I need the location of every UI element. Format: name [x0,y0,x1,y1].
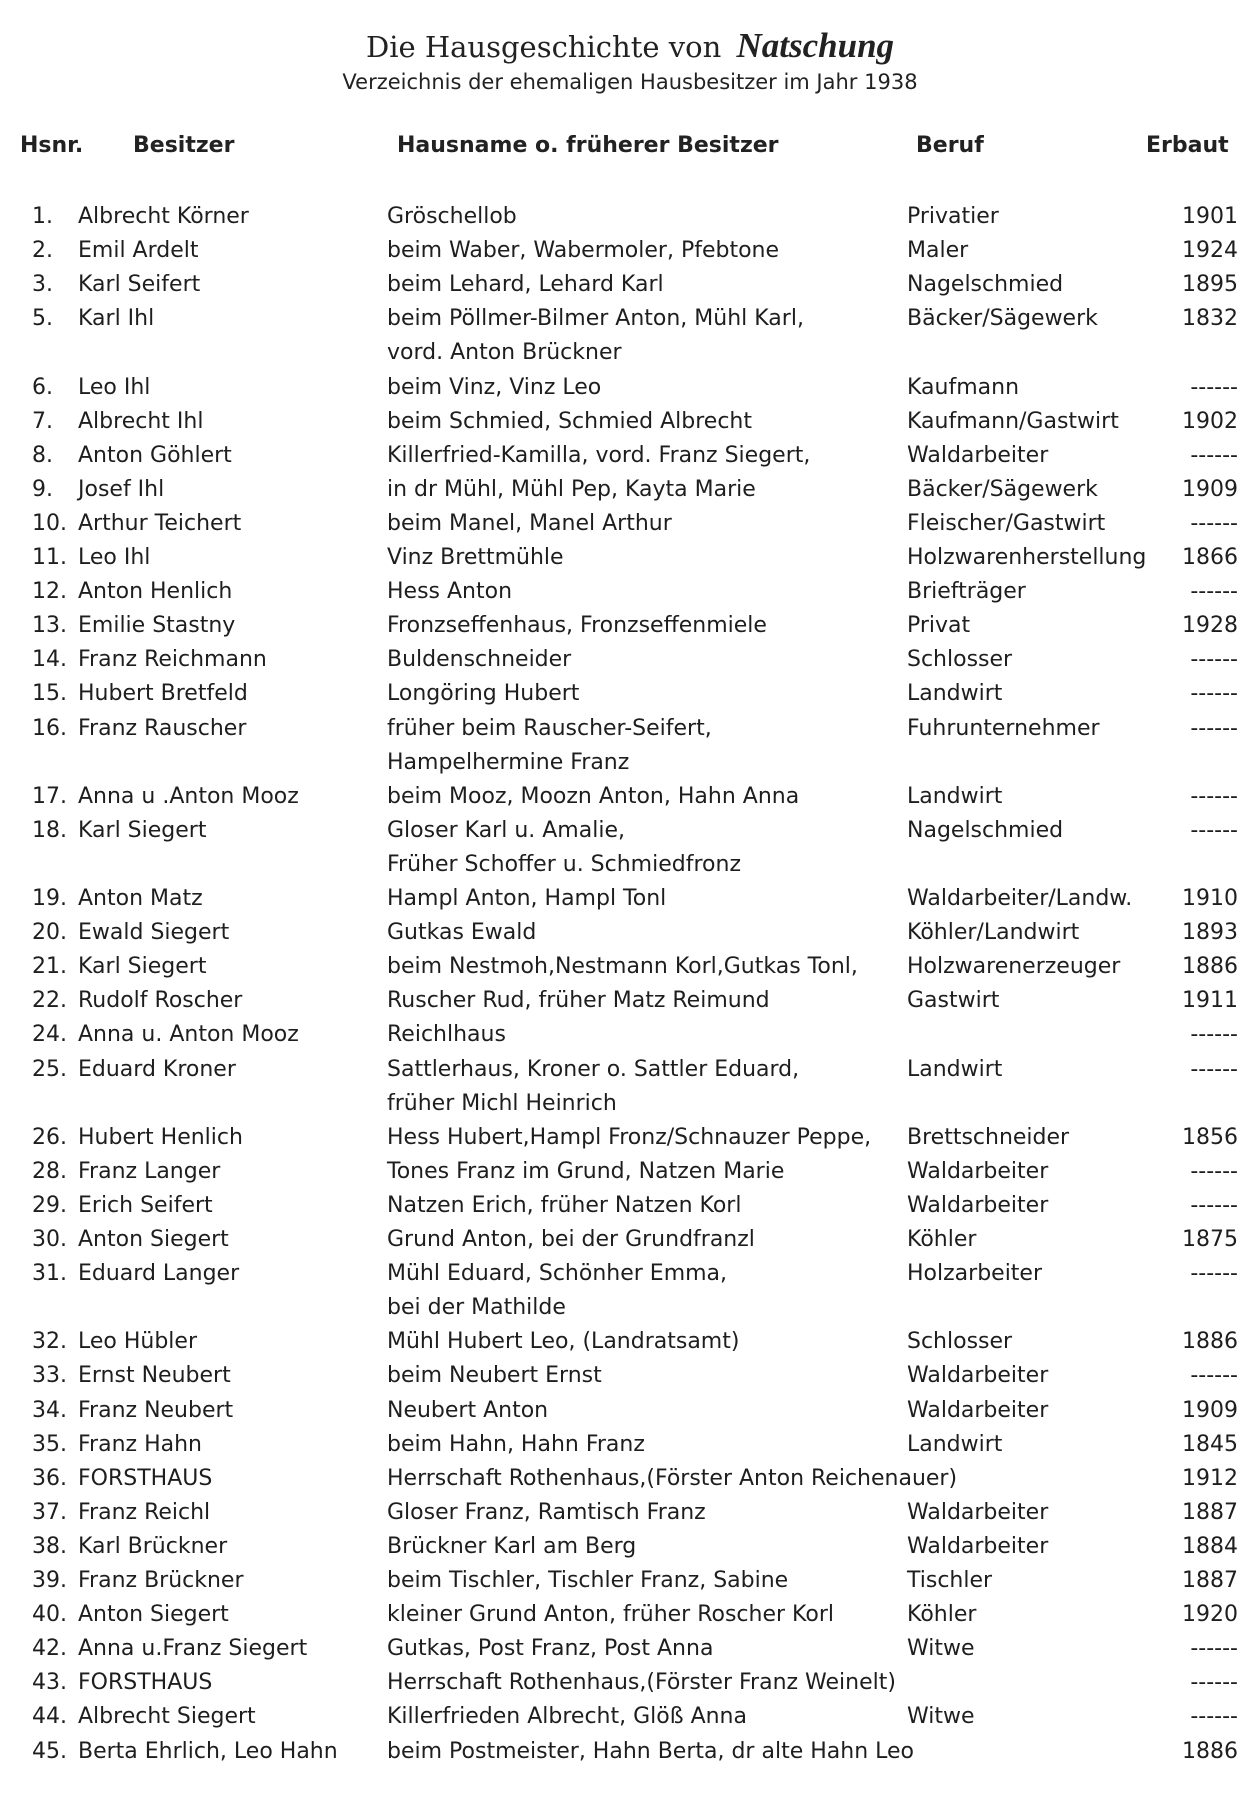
house-name-cell: Tones Franz im Grund, Natzen Marie [387,1158,785,1184]
table-row [0,1737,1260,1771]
house-name-cell: beim Hahn, Hahn Franz [387,1431,645,1457]
built-year-cell: 1895 [1182,272,1238,298]
owner-cell: Leo Ihl [78,374,151,400]
owner-cell: Anna u. Anton Mooz [78,1022,299,1048]
owner-cell: Emil Ardelt [78,238,199,264]
owner-cell: Franz Neubert [78,1397,234,1423]
built-year-cell: ------ [1190,1158,1238,1184]
house-name-continuation: Früher Schoffer u. Schmiedfronz [387,851,741,877]
owner-cell: Karl Siegert [78,954,207,980]
house-name-cell: beim Nestmoh,Nestmann Korl,Gutkas Tonl, [387,954,858,980]
occupation-cell: Bäcker/Sägewerk [907,306,1098,332]
house-name-cell: beim Vinz, Vinz Leo [387,374,602,400]
owner-cell: Franz Rauscher [78,715,247,741]
house-number-cell: 20. [32,920,67,946]
house-name-cell: Gloser Karl u. Amalie, [387,817,625,843]
house-number-cell: 14. [32,647,67,673]
built-year-cell: ------ [1190,579,1238,605]
occupation-cell: Landwirt [907,1056,1003,1082]
built-year-cell: ------ [1190,681,1238,707]
built-year-cell: 1886 [1182,1329,1238,1355]
owner-cell: Erich Seifert [78,1192,213,1218]
house-name-cell: Buldenschneider [387,647,572,673]
house-name-cell: beim Tischler, Tischler Franz, Sabine [387,1568,789,1593]
house-name-cell: Natzen Erich, früher Natzen Korl [387,1192,742,1218]
table-row [0,1464,1260,1498]
house-number-cell: 18. [32,817,67,843]
table-row [0,1055,1260,1089]
built-year-cell: 1832 [1182,306,1238,332]
occupation-cell: Bäcker/Sägewerk [907,476,1098,502]
occupation-cell: Tischler [907,1568,993,1593]
house-number-cell: 9. [32,476,53,502]
owner-cell: Franz Brückner [78,1568,244,1593]
house-name-cell: Brückner Karl am Berg [387,1533,637,1559]
occupation-cell: Gastwirt [907,988,1000,1014]
table-row [0,1702,1260,1736]
built-year-cell: 1924 [1182,238,1238,264]
occupation-cell: Waldarbeiter [907,442,1049,468]
owner-cell: Albrecht Körner [78,204,249,229]
built-year-cell: ------ [1190,442,1238,468]
house-name-cell: Mühl Hubert Leo, (Landratsamt) [387,1329,740,1355]
house-name-cell: Herrschaft Rothenhaus,(Förster Franz Weinelt) [387,1670,896,1696]
house-number-cell: 11. [32,545,67,570]
house-name-cell: beim Pöllmer-Bilmer Anton, Mühl Karl, [387,306,804,332]
table-row [0,202,1260,236]
built-year-cell: ------ [1190,715,1238,741]
village-name: Natschung [736,26,895,65]
house-name-cell: in dr Mühl, Mühl Pep, Kayta Marie [387,476,756,502]
house-number-cell: 17. [32,783,67,809]
built-year-cell: 1845 [1182,1431,1238,1457]
house-number-cell: 43. [32,1670,67,1696]
owner-cell: Eduard Kroner [78,1056,236,1082]
built-year-cell: ------ [1190,1192,1238,1218]
owner-cell: Leo Ihl [78,545,151,570]
house-name-cell: Hess Anton [387,579,513,605]
built-year-cell: ------ [1190,1704,1238,1730]
house-number-cell: 16. [32,715,67,741]
house-name-cell: beim Manel, Manel Arthur [387,510,672,536]
house-number-cell: 37. [32,1499,67,1525]
built-year-cell: 1875 [1182,1227,1238,1252]
owner-cell: Hubert Bretfeld [78,681,248,707]
occupation-cell: Witwe [907,1636,975,1662]
column-header-owner: Besitzer [133,133,235,158]
house-number-cell: 12. [32,579,67,605]
document-subtitle: Verzeichnis der ehemaligen Hausbesitzer im Jahr 1938 [342,70,918,94]
house-name-cell: kleiner Grund Anton, früher Roscher Korl [387,1602,834,1628]
table-row [0,611,1260,645]
house-name-cell: Reichlhaus [387,1022,506,1048]
house-name-cell: beim Mooz, Moozn Anton, Hahn Anna [387,783,800,809]
house-number-cell: 29. [32,1192,67,1218]
table-row [0,1225,1260,1259]
house-number-cell: 44. [32,1704,67,1730]
owner-cell: Karl Seifert [78,272,201,298]
built-year-cell: ------ [1190,1056,1238,1082]
house-name-cell: Longöring Hubert [387,681,580,707]
house-number-cell: 25. [32,1056,67,1082]
owner-cell: Karl Brückner [78,1533,228,1559]
built-year-cell: 1887 [1182,1499,1238,1525]
occupation-cell: Waldarbeiter/Landw. [907,886,1133,911]
table-row [0,1020,1260,1054]
table-row [0,1396,1260,1430]
house-name-cell: Vinz Brettmühle [387,545,564,570]
table-row [0,782,1260,816]
house-number-cell: 26. [32,1124,67,1150]
occupation-cell: Holzwarenerzeuger [907,954,1121,980]
house-name-cell: beim Waber, Wabermoler, Pfebtone [387,238,780,264]
owner-cell: Leo Hübler [78,1329,198,1355]
house-number-cell: 19. [32,886,67,911]
owner-cell: Anton Göhlert [78,442,232,468]
table-row [0,1600,1260,1634]
occupation-cell: Landwirt [907,1431,1003,1457]
table-row [0,1498,1260,1532]
owner-cell: Josef Ihl [78,476,165,502]
house-name-continuation: Hampelhermine Franz [387,749,630,775]
house-number-cell: 32. [32,1329,67,1355]
table-row [0,441,1260,475]
house-number-cell: 34. [32,1397,67,1423]
house-name-cell: Hess Hubert,Hampl Fronz/Schnauzer Peppe, [387,1124,872,1150]
owner-cell: Anton Matz [78,886,203,911]
table-row [0,1327,1260,1361]
built-year-cell: ------ [1190,647,1238,673]
occupation-cell: Schlosser [907,647,1013,673]
occupation-cell: Schlosser [907,1329,1013,1355]
column-header-house-name: Hausname o. früherer Besitzer [397,133,779,158]
built-year-cell: 1884 [1182,1533,1238,1559]
occupation-cell: Landwirt [907,681,1003,707]
built-year-cell: ------ [1190,374,1238,400]
house-number-cell: 28. [32,1158,67,1184]
built-year-cell: ------ [1190,1363,1238,1389]
table-row [0,1532,1260,1566]
built-year-cell: 1912 [1182,1465,1238,1491]
owner-cell: Anna u.Franz Siegert [78,1636,308,1662]
house-number-cell: 10. [32,510,67,536]
house-number-cell: 24. [32,1022,67,1048]
table-row [0,714,1260,748]
owner-cell: Karl Siegert [78,817,207,843]
owner-cell: Franz Reichmann [78,647,267,673]
built-year-cell: 1893 [1182,920,1238,946]
house-number-cell: 40. [32,1602,67,1628]
table-row [0,645,1260,679]
house-name-continuation: vord. Anton Brückner [387,340,622,366]
house-number-cell: 21. [32,954,67,980]
table-row [0,952,1260,986]
house-name-cell: beim Postmeister, Hahn Berta, dr alte Hahn Leo [387,1738,914,1764]
table-row [0,1259,1260,1293]
house-name-cell: Grund Anton, bei der Grundfranzl [387,1227,755,1252]
occupation-cell: Waldarbeiter [907,1363,1049,1389]
occupation-cell: Waldarbeiter [907,1158,1049,1184]
owner-cell: Arthur Teichert [78,510,242,536]
house-name-cell: Gröschellob [387,204,517,229]
house-name-cell: beim Neubert Ernst [387,1363,602,1389]
occupation-cell: Maler [907,238,969,264]
occupation-cell: Holzarbeiter [907,1261,1043,1287]
house-name-cell: Killerfrieden Albrecht, Glöß Anna [387,1704,747,1730]
house-name-cell: Gloser Franz, Ramtisch Franz [387,1499,706,1525]
occupation-cell: Nagelschmied [907,272,1064,298]
built-year-cell: 1866 [1182,545,1238,570]
owner-cell: Anton Henlich [78,579,233,605]
built-year-cell: 1887 [1182,1568,1238,1593]
occupation-cell: Fleischer/Gastwirt [907,510,1106,536]
house-number-cell: 33. [32,1363,67,1389]
occupation-cell: Waldarbeiter [907,1499,1049,1525]
occupation-cell: Köhler/Landwirt [907,920,1080,946]
table-row [0,475,1260,509]
occupation-cell: Waldarbeiter [907,1533,1049,1559]
built-year-cell: ------ [1190,510,1238,536]
owner-cell: Anton Siegert [78,1227,229,1252]
table-row [0,373,1260,407]
column-header-occupation: Beruf [916,133,984,158]
house-name-cell: Gutkas, Post Franz, Post Anna [387,1636,714,1662]
house-number-cell: 5. [32,306,53,332]
house-name-cell: Mühl Eduard, Schönher Emma, [387,1261,728,1287]
built-year-cell: 1902 [1182,408,1238,434]
built-year-cell: ------ [1190,1670,1238,1696]
table-row [0,1123,1260,1157]
house-number-cell: 2. [32,238,53,264]
table-row [0,1668,1260,1702]
house-name-cell: Sattlerhaus, Kroner o. Sattler Eduard, [387,1056,800,1082]
owner-cell: Franz Reichl [78,1499,211,1525]
house-name-cell: Killerfried-Kamilla, vord. Franz Siegert, [387,442,811,468]
owner-cell: Albrecht Ihl [78,408,204,434]
house-number-cell: 39. [32,1568,67,1593]
owner-cell: Ewald Siegert [78,920,230,946]
house-number-cell: 7. [32,408,53,434]
owner-cell: Berta Ehrlich, Leo Hahn [78,1738,338,1764]
occupation-cell: Holzwarenherstellung [907,545,1147,570]
document-title [0,26,1260,66]
table-row [0,577,1260,611]
occupation-cell: Briefträger [907,579,1026,605]
house-name-cell: Gutkas Ewald [387,920,537,946]
occupation-cell: Fuhrunternehmer [907,715,1100,741]
built-year-cell: 1928 [1182,613,1238,639]
house-name-cell: Fronzseffenhaus, Fronzseffenmiele [387,613,767,639]
house-name-cell: Herrschaft Rothenhaus,(Förster Anton Reichenauer) [387,1465,958,1491]
column-header-house-number: Hsnr. [20,133,84,158]
table-row [0,270,1260,304]
house-name-cell: Ruscher Rud, früher Matz Reimund [387,988,770,1014]
house-number-cell: 38. [32,1533,67,1559]
table-row [0,679,1260,713]
title-prefix: Die Hausgeschichte von [365,30,722,64]
owner-cell: Anna u .Anton Mooz [78,783,299,809]
house-number-cell: 30. [32,1227,67,1252]
built-year-cell: 1886 [1182,954,1238,980]
column-header-built-year: Erbaut [1146,133,1229,158]
table-row [0,543,1260,577]
table-row [0,1157,1260,1191]
house-name-continuation: früher Michl Heinrich [387,1090,617,1116]
owner-cell: Karl Ihl [78,306,155,332]
built-year-cell: 1886 [1182,1738,1238,1764]
table-row [0,816,1260,850]
house-name-cell: Hampl Anton, Hampl Tonl [387,886,667,911]
occupation-cell: Privatier [907,204,999,229]
owner-cell: Franz Hahn [78,1431,202,1457]
built-year-cell: 1856 [1182,1124,1238,1150]
table-row [0,918,1260,952]
house-number-cell: 8. [32,442,53,468]
built-year-cell: 1911 [1182,988,1238,1014]
built-year-cell: ------ [1190,783,1238,809]
table-row [0,1634,1260,1668]
built-year-cell: 1909 [1182,476,1238,502]
table-row [0,1430,1260,1464]
house-name-cell: beim Lehard, Lehard Karl [387,272,664,298]
owner-cell: Eduard Langer [78,1261,240,1287]
table-row [0,407,1260,441]
table-row [0,1191,1260,1225]
house-name-continuation: bei der Mathilde [387,1295,566,1321]
house-number-cell: 36. [32,1465,67,1491]
house-name-cell: Neubert Anton [387,1397,549,1423]
table-row [0,304,1260,338]
table-row [0,1361,1260,1395]
built-year-cell: ------ [1190,1636,1238,1662]
house-number-cell: 22. [32,988,67,1014]
table-row [0,1566,1260,1600]
house-name-cell: beim Schmied, Schmied Albrecht [387,408,752,434]
occupation-cell: Landwirt [907,783,1003,809]
built-year-cell: 1910 [1182,886,1238,911]
owner-cell: Ernst Neubert [78,1363,231,1389]
table-row [0,236,1260,270]
table-row [0,509,1260,543]
owner-cell: Emilie Stastny [78,613,236,639]
occupation-cell: Witwe [907,1704,975,1730]
owner-cell: Franz Langer [78,1158,221,1184]
owner-cell: Anton Siegert [78,1602,229,1628]
house-number-cell: 13. [32,613,67,639]
occupation-cell: Waldarbeiter [907,1397,1049,1423]
occupation-cell: Brettschneider [907,1124,1070,1150]
occupation-cell: Waldarbeiter [907,1192,1049,1218]
house-number-cell: 42. [32,1636,67,1662]
owner-cell: Rudolf Roscher [78,988,243,1014]
house-number-cell: 6. [32,374,53,400]
house-number-cell: 31. [32,1261,67,1287]
built-year-cell: ------ [1190,817,1238,843]
occupation-cell: Kaufmann/Gastwirt [907,408,1119,434]
owner-cell: Albrecht Siegert [78,1704,256,1730]
occupation-cell: Privat [907,613,971,639]
owner-cell: FORSTHAUS [78,1465,213,1491]
owner-cell: FORSTHAUS [78,1670,213,1696]
house-number-cell: 15. [32,681,67,707]
occupation-cell: Köhler [907,1602,977,1628]
occupation-cell: Kaufmann [907,374,1020,400]
built-year-cell: 1901 [1182,204,1238,229]
built-year-cell: 1920 [1182,1602,1238,1628]
table-row [0,884,1260,918]
occupation-cell: Köhler [907,1227,977,1252]
house-number-cell: 35. [32,1431,67,1457]
house-number-cell: 45. [32,1738,67,1764]
occupation-cell: Nagelschmied [907,817,1064,843]
built-year-cell: 1909 [1182,1397,1238,1423]
house-number-cell: 3. [32,272,53,298]
house-number-cell: 1. [32,204,53,229]
built-year-cell: ------ [1190,1022,1238,1048]
built-year-cell: ------ [1190,1261,1238,1287]
owner-cell: Hubert Henlich [78,1124,243,1150]
table-row [0,986,1260,1020]
house-name-cell: früher beim Rauscher-Seifert, [387,715,712,741]
